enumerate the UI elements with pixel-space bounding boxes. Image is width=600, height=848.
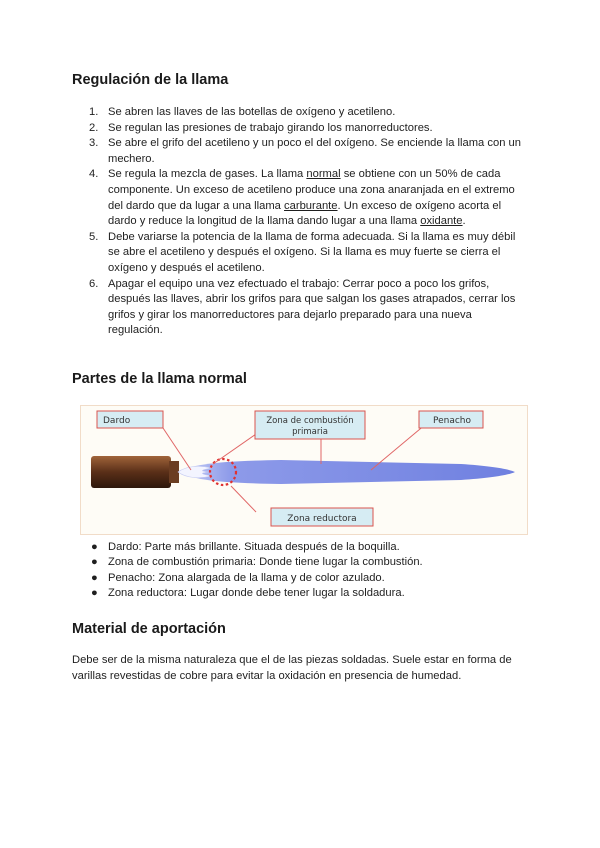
bullet-icon: ●	[91, 541, 98, 553]
regulation-steps-list	[72, 105, 528, 339]
heading-material: Material de aportación	[72, 621, 226, 637]
flame-penacho	[181, 460, 515, 484]
bullet-icon: ●	[91, 571, 98, 584]
list-item	[72, 277, 528, 339]
list-item	[72, 105, 528, 121]
flame-parts-list	[72, 540, 528, 601]
list-item-text: Se abre el grifo del acetileno y un poco el del oxígeno. Se enciende la llama con un mechero.	[108, 137, 521, 165]
label-penacho: Penacho	[433, 416, 472, 426]
list-item-text: Penacho: Zona alargada de la llama y de color azulado.	[108, 571, 385, 584]
list-item-text: Zona reductora: Lugar donde debe tener lugar la soldadura.	[108, 586, 405, 599]
term-carburante: carburante	[284, 199, 338, 212]
flame-diagram-svg	[81, 406, 529, 536]
bullet-icon: ●	[91, 586, 98, 599]
term-oxidante: oxidante	[420, 215, 463, 228]
list-item-text: Apagar el equipo una vez efectuado el trabajo: Cerrar poco a poco los grifos, después las llaves, abrir los grifos para que salgan los gases atrapados, cerrar los grifos y girar los manorreductores para dejarlo preparado para una nueva regulación.	[108, 277, 516, 337]
heading-partes: Partes de la llama normal	[72, 371, 247, 387]
flame-dardo	[178, 466, 211, 477]
material-paragraph: Debe ser de la misma naturaleza que el de las piezas soldadas. Suele estar en forma de varillas revestidas de cobre para evitar la oxidación en presencia de humedad.	[72, 654, 512, 682]
list-item-text: Se regulan las presiones de trabajo girando los manorreductores.	[108, 121, 433, 134]
list-item-text: Dardo: Parte más brillante. Situada después de la boquilla.	[108, 541, 400, 553]
list-item-text: Debe variarse la potencia de la llama de forma adecuada. Si la llama es muy débil se abre el acetileno y después el oxígeno. Si la llama es muy fuerte se cierra el oxígeno y después el acetileno.	[108, 230, 516, 274]
flame-diagram	[80, 405, 528, 535]
list-item	[72, 540, 528, 555]
heading-regulacion: Regulación de la llama	[72, 72, 229, 88]
label-dardo: Dardo	[103, 416, 131, 426]
list-number: 3.	[89, 137, 99, 150]
list-number: 5.	[89, 230, 99, 243]
pointer-reductora	[231, 486, 256, 512]
list-number: 2.	[89, 121, 99, 134]
list-item-text: Se regula la mezcla de gases. La llama	[108, 168, 307, 181]
list-item	[72, 121, 528, 137]
list-item-text: .	[462, 215, 466, 228]
list-item	[72, 230, 528, 277]
list-number: 4.	[89, 168, 99, 181]
list-item	[72, 136, 528, 167]
list-item	[72, 586, 528, 601]
label-combustion-line1: Zona de combustión	[266, 416, 354, 426]
torch-nozzle	[91, 456, 171, 488]
list-item-text: Zona de combustión primaria: Donde tiene lugar la combustión.	[108, 556, 423, 569]
list-item-text: Se abren las llaves de las botellas de oxígeno y acetileno.	[108, 106, 396, 118]
term-normal: normal	[306, 168, 341, 181]
list-item-text: . Un exceso de oxígeno acorta el dardo y reduce la longitud de la llama dando lugar a una llama	[108, 199, 502, 228]
list-item-text: se obtiene con un 50% de cada componente. Un exceso de acetileno produce una zona anaranjada en el extremo del dardo que da lugar a una llama	[108, 168, 515, 212]
label-reductora: Zona reductora	[287, 514, 357, 524]
list-item	[72, 167, 528, 229]
list-item	[72, 555, 528, 570]
pointer-combustion	[213, 432, 259, 464]
bullet-icon: ●	[91, 556, 98, 569]
label-combustion-line2: primaria	[292, 427, 328, 437]
list-number: 6.	[89, 277, 99, 290]
list-item	[72, 571, 528, 586]
list-number: 1.	[89, 106, 99, 118]
